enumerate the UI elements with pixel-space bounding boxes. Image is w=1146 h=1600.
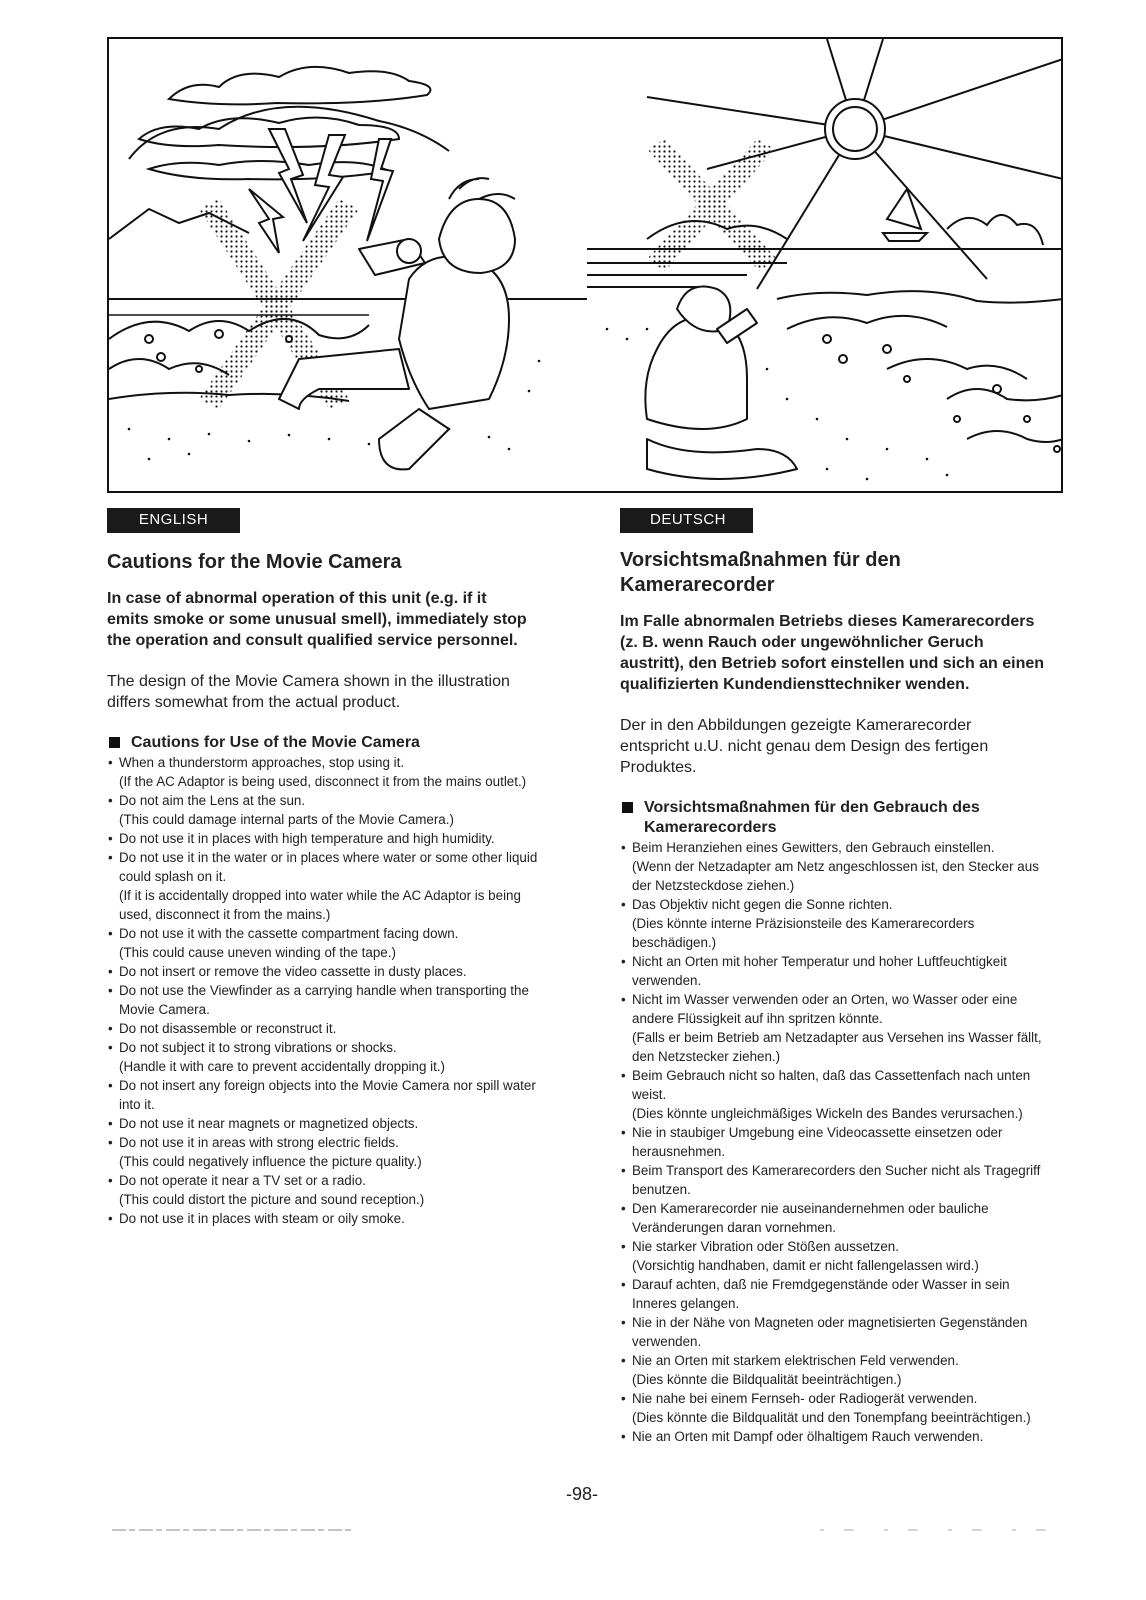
list-item: • Nicht im Wasser verwenden oder an Orten, wo Wasser oder eine andere Flüssigkeit auf ihn spritzen könnte. (Falls er beim Betrieb am Netzadapter aus Versehen ins Wasser fällt, den Netzstecker ziehen.) (621, 992, 1042, 1064)
deutsch-intro-warning: Im Falle abnormalen Betriebs dieses Kamerarecorders (z. B. wenn Rauch oder ungewöhnlicher Geruch austritt), den Betrieb sofort einstellen und sich an einen qualifizierten Kundendiensttechniker wenden. (620, 613, 1045, 693)
english-column (107, 508, 547, 1228)
list-item: • Do not aim the Lens at the sun. (This could damage internal parts of the Movie Camera.) (108, 793, 454, 827)
deutsch-language-tab: DEUTSCH (620, 508, 753, 533)
english-intro-warning: In case of abnormal operation of this unit (e.g. if it emits smoke or some unusual smell), immediately stop the operation and consult qualified service personnel. (107, 590, 527, 649)
bullet-icon: • (108, 831, 113, 846)
deutsch-section-heading: Vorsichtsmaßnahmen für den Gebrauch des Kamerarecorders (620, 798, 1040, 838)
bullet-icon: • (621, 897, 626, 912)
deutsch-caution-list (620, 838, 1050, 1446)
list-item: • Nie in staubiger Umgebung eine Videocassette einsetzen oder herausnehmen. (621, 1125, 1003, 1159)
list-item: • Beim Heranziehen eines Gewitters, den Gebrauch einstellen. (Wenn der Netzadapter am Netz angeschlossen ist, den Stecker aus der Netzsteckdose ziehen.) (621, 840, 1039, 893)
bullet-icon: • (621, 992, 626, 1007)
bullet-icon: • (108, 1116, 113, 1131)
bullet-icon: • (621, 1163, 626, 1178)
list-item: • Do not use it with the cassette compartment facing down. (This could cause uneven winding of the tape.) (108, 926, 459, 960)
deutsch-column (620, 508, 1050, 1446)
bullet-icon: • (108, 926, 113, 941)
list-item: • Nie nahe bei einem Fernseh- oder Radiogerät verwenden. (Dies könnte die Bildqualität und den Tonempfang beeinträchtigen.) (621, 1391, 1031, 1425)
bullet-icon: • (108, 793, 113, 808)
bullet-icon: • (108, 964, 113, 979)
list-item: • Nie an Orten mit Dampf oder ölhaltigem Rauch verwenden. (621, 1429, 984, 1444)
bullet-icon: • (108, 1135, 113, 1150)
bullet-icon: • (108, 983, 113, 998)
english-section-heading: Cautions for Use of the Movie Camera (107, 733, 547, 753)
bullet-icon: • (621, 1201, 626, 1216)
page-number: -98- (566, 1484, 599, 1504)
deutsch-intro-note: Der in den Abbildungen gezeigte Kamerarecorder entspricht u.U. nicht genau dem Design des fertigen Produktes. (620, 717, 989, 776)
english-title: Cautions for the Movie Camera (107, 551, 402, 573)
scan-artifact-line (112, 1528, 352, 1532)
list-item: • Do not use it in areas with strong electric fields. (This could negatively influence the picture quality.) (108, 1135, 422, 1169)
list-item: • Do not use it in places with high temperature and high humidity. (108, 831, 495, 846)
bullet-icon: • (621, 840, 626, 855)
english-language-tab: ENGLISH (107, 508, 240, 533)
english-caution-list (107, 753, 547, 1228)
bullet-icon: • (621, 1353, 626, 1368)
sun-scene-illustration (587, 39, 1063, 491)
scan-artifact-line (820, 1528, 1070, 1532)
bullet-icon: • (621, 1125, 626, 1140)
list-item: • Do not use it in the water or in places where water or some other liquid could splash on it. (If it is accidentally dropped into water while the AC Adaptor is being used, disconnect it from the mains.) (108, 850, 538, 922)
list-item: • Do not use the Viewfinder as a carrying handle when transporting the Movie Camera. (108, 983, 529, 1017)
square-bullet-icon (622, 802, 633, 813)
illustration-panel (107, 37, 1063, 493)
bullet-icon: • (621, 1429, 626, 1444)
list-item: • Do not insert any foreign objects into the Movie Camera nor spill water into it. (108, 1078, 536, 1112)
bullet-icon: • (108, 1173, 113, 1188)
bullet-icon: • (108, 1211, 113, 1226)
square-bullet-icon (109, 737, 120, 748)
deutsch-title: Vorsichtsmaßnahmen für den Kamerarecorder (620, 549, 901, 596)
list-item: • Do not use it near magnets or magnetized objects. (108, 1116, 419, 1131)
bullet-icon: • (621, 1277, 626, 1292)
bullet-icon: • (108, 850, 113, 865)
list-item: • Nie starker Vibration oder Stößen aussetzen. (Vorsichtig handhaben, damit er nicht fallengelassen wird.) (621, 1239, 979, 1273)
bullet-icon: • (108, 755, 113, 770)
list-item: • Nicht an Orten mit hoher Temperatur und hoher Luftfeuchtigkeit verwenden. (621, 954, 1007, 988)
list-item: • Beim Gebrauch nicht so halten, daß das Cassettenfach nach unten weist. (Dies könnte ungleichmäßiges Wickeln des Bandes verursachen.) (621, 1068, 1031, 1121)
bullet-icon: • (108, 1040, 113, 1055)
list-item: • Do not subject it to strong vibrations or shocks. (Handle it with care to prevent accidentally dropping it.) (108, 1040, 446, 1074)
bullet-icon: • (621, 1239, 626, 1254)
bullet-icon: • (621, 1391, 626, 1406)
bullet-icon: • (621, 1315, 626, 1330)
list-item: • Do not operate it near a TV set or a radio. (This could distort the picture and sound reception.) (108, 1173, 425, 1207)
list-item: • Das Objektiv nicht gegen die Sonne richten. (Dies könnte interne Präzisionsteile des Kamerarecorders beschädigen.) (621, 897, 975, 950)
list-item: • Nie in der Nähe von Magneten oder magnetisierten Gegenständen verwenden. (621, 1315, 1028, 1349)
bullet-icon: • (621, 954, 626, 969)
list-item: • Nie an Orten mit starkem elektrischen Feld verwenden. (Dies könnte die Bildqualität beeinträchtigen.) (621, 1353, 959, 1387)
bullet-icon: • (108, 1021, 113, 1036)
list-item: • Beim Transport des Kamerarecorders den Sucher nicht als Tragegriff benutzen. (621, 1163, 1041, 1197)
list-item: • Do not use it in places with steam or oily smoke. (108, 1211, 405, 1226)
list-item: • Do not insert or remove the video cassette in dusty places. (108, 964, 467, 979)
list-item: • Do not disassemble or reconstruct it. (108, 1021, 337, 1036)
list-item: • When a thunderstorm approaches, stop using it. (If the AC Adaptor is being used, disconnect it from the mains outlet.) (108, 755, 527, 789)
english-intro-note: The design of the Movie Camera shown in the illustration differs somewhat from the actual product. (107, 673, 510, 711)
list-item: • Den Kamerarecorder nie auseinandernehmen oder bauliche Veränderungen daran vornehmen. (621, 1201, 989, 1235)
bullet-icon: • (621, 1068, 626, 1083)
list-item: • Darauf achten, daß nie Fremdgegenstände oder Wasser in sein Inneres gelangen. (621, 1277, 1010, 1311)
bullet-icon: • (108, 1078, 113, 1093)
thunderstorm-scene-illustration (109, 39, 587, 491)
